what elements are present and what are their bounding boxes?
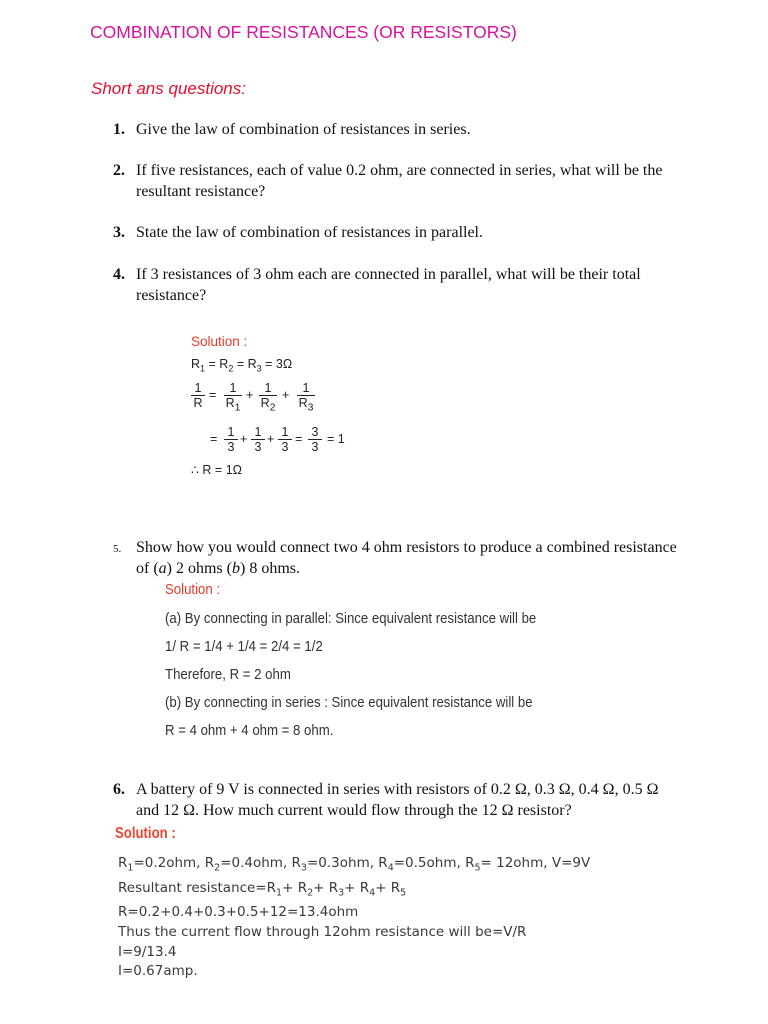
- solution-6-line-6: I=0.67amp.: [118, 963, 198, 979]
- question-1: [113, 119, 683, 140]
- solution-6-line-5: I=9/13.4: [118, 944, 177, 960]
- plus-sign: +: [246, 388, 254, 402]
- plus-sign: +: [282, 388, 290, 402]
- solution-4-final: ∴ R = 1Ω: [191, 463, 242, 477]
- section-subtitle: Short ans questions:: [91, 79, 246, 98]
- solution-4-label: Solution :: [191, 334, 248, 349]
- fraction-1-over-3: $\frac{1}{3}$: [278, 425, 292, 455]
- solution-6-line-3: R=0.2+0.4+0.3+0.5+12=13.4ohm: [118, 904, 359, 920]
- page-title: COMBINATION OF RESISTANCES (OR RESISTORS): [90, 22, 517, 42]
- question-number: 5.: [113, 543, 122, 555]
- fraction-1-over-3: $\frac{1}{3}$: [251, 425, 265, 455]
- solution-6-line-4: Thus the current flow through 12ohm resistance will be=V/R: [118, 924, 527, 940]
- fraction-1-over-r3: $\frac{1}{R_3}$: [298, 381, 314, 414]
- fraction-1-over-r: $\frac{1}{R}$: [191, 381, 205, 411]
- solution-5-line: R = 4 ohm + 4 ohm = 8 ohm.: [165, 722, 334, 739]
- question-text: Show how you would connect two 4 ohm resistors to produce a combined resistance of (a) 2 ohms (b) 8 ohms.: [136, 539, 677, 577]
- fraction-3-over-3: $\frac{3}{3}$: [308, 425, 322, 455]
- solution-5-line: Therefore, R = 2 ohm: [165, 666, 291, 683]
- question-number: 6.: [113, 781, 125, 798]
- question-3: [113, 222, 683, 243]
- equals-sign: =: [210, 432, 218, 446]
- equals-sign: =: [295, 432, 303, 446]
- question-text: If five resistances, each of value 0.2 ohm, are connected in series, what will be the resultant resistance?: [136, 162, 663, 200]
- plus-sign: +: [267, 432, 275, 446]
- fraction-1-over-r1: $\frac{1}{R_1}$: [225, 381, 241, 414]
- question-number: 3.: [113, 224, 125, 241]
- question-number: 4.: [113, 266, 125, 283]
- solution-6-line-1: $R_1=0.2ohm$, $R_2=0.4ohm$, $R_3=0.3ohm$, $R_4=0.5ohm$, $R_5= 12ohm$, V=9V: [118, 855, 591, 874]
- question-6: [113, 779, 683, 821]
- solution-5-label: Solution :: [165, 581, 221, 598]
- fraction-1-over-r2: $\frac{1}{R_2}$: [260, 381, 276, 414]
- question-text: A battery of 9 V is connected in series with resistors of 0.2 Ω, 0.3 Ω, 0.4 Ω, 0.5 Ω and 12 Ω. How much current would flow through the 12 Ω resistor?: [136, 781, 659, 819]
- question-text: State the law of combination of resistances in parallel.: [136, 224, 483, 241]
- equals-sign: =: [209, 388, 217, 402]
- solution-5-line: 1/ R = 1/4 + 1/4 = 2/4 = 1/2: [165, 638, 323, 655]
- result-value: = 1: [327, 432, 345, 446]
- solution-5-line: (b) By connecting in series : Since equivalent resistance will be: [165, 694, 533, 711]
- question-4: [113, 264, 683, 306]
- question-number: 1.: [113, 121, 125, 138]
- solution-6-label: Solution :: [115, 825, 176, 842]
- question-text: Give the law of combination of resistances in series.: [136, 121, 471, 138]
- solution-6-line-2: Resultant $resistance=R_1+ R_2+ R_3+ R_4+ R_5$: [118, 880, 407, 899]
- question-5: [113, 537, 683, 579]
- plus-sign: +: [240, 432, 248, 446]
- fraction-1-over-3: $\frac{1}{3}$: [224, 425, 238, 455]
- question-text: If 3 resistances of 3 ohm each are connected in parallel, what will be their total resistance?: [136, 266, 641, 304]
- question-number: 2.: [113, 162, 125, 179]
- solution-5-line: (a) By connecting in parallel: Since equivalent resistance will be: [165, 610, 537, 627]
- solution-4-line-1: $R_1 = R_2 = R_3 = 3\Omega$: [191, 357, 293, 374]
- question-2: [113, 160, 683, 202]
